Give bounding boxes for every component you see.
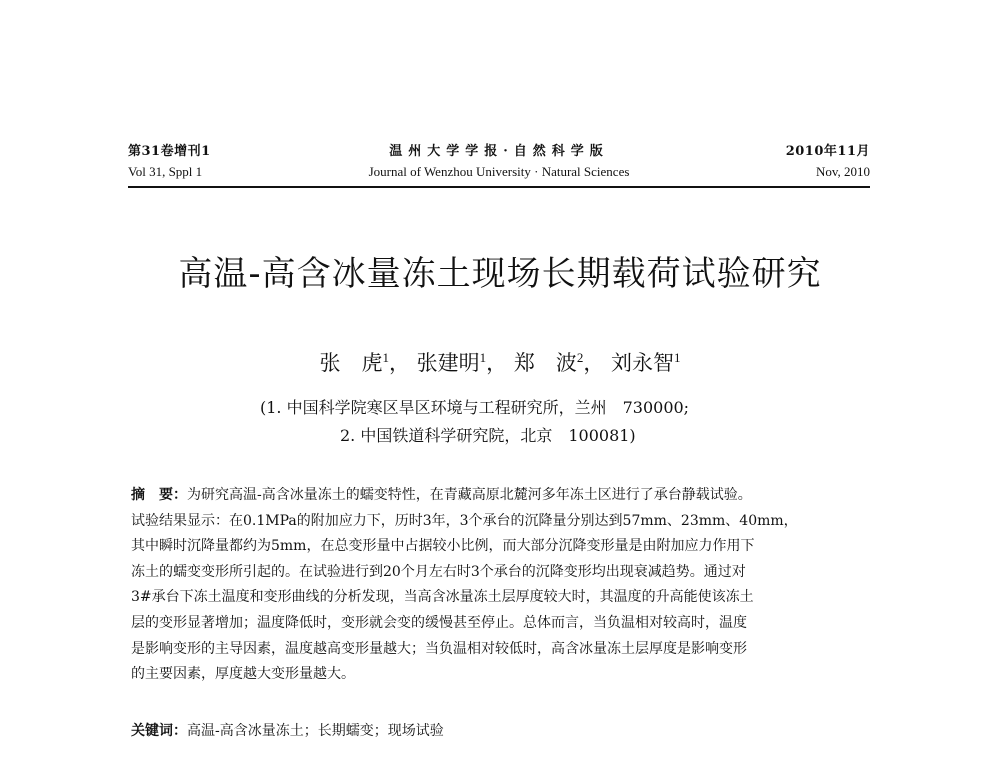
affiliation-1: (1. 中国科学院寒区旱区环境与工程研究所，兰州 730000; — [260, 398, 690, 417]
author-separator: ， — [388, 351, 410, 375]
abstract-label: 摘 要： — [131, 487, 187, 503]
author-name: 张建明 — [416, 351, 480, 375]
abstract-line: 是影响变形的主导因素，温度越高变形量越大；当负温相对较低时，高含冰量冻土层厚度是影响变形 — [131, 640, 747, 657]
header-volume-cn: 第31卷增刊1 — [128, 144, 211, 159]
keywords — [131, 720, 867, 742]
header-date — [786, 142, 870, 182]
paper-title: 高温-高含冰量冻土现场长期载荷试验研究 — [178, 254, 822, 294]
author-name: 郑 波 — [513, 351, 577, 375]
running-header — [128, 142, 870, 186]
abstract-line: 试验结果显示：在0.1MPa的附加应力下，历时3年，3个承台的沉降量分别达到57mm、23mm、40mm， — [131, 512, 798, 529]
author-affiliation-mark: 2 — [576, 350, 584, 365]
author-affiliation-mark: 1 — [479, 350, 487, 365]
affiliation-2: 2. 中国铁道科学研究院，北京 100081) — [340, 426, 636, 445]
abstract-line: 冻土的蠕变变形所引起的。在试验进行到20个月左右时3个承台的沉降变形均出现衰减趋势。通过对 — [131, 563, 746, 580]
header-date-en: Nov, 2010 — [815, 164, 870, 179]
header-rule — [128, 186, 870, 188]
author-name: 刘永智 — [611, 351, 675, 375]
header-date-cn: 2010年11月 — [785, 144, 870, 159]
header-journal-cn: 温州大学学报·自然科学版 — [389, 144, 609, 159]
abstract-line: 的主要因素，厚度越大变形量越大。 — [131, 666, 355, 683]
author-affiliation-mark: 1 — [674, 350, 681, 365]
abstract-line: 层的变形显著增加；温度降低时，变形就会变的缓慢甚至停止。总体而言，当负温相对较高时，温度 — [131, 614, 747, 631]
abstract — [131, 483, 867, 688]
header-journal — [128, 142, 870, 182]
header-journal-en: Journal of Wenzhou University · Natural Sciences — [368, 164, 630, 179]
header-volume-en: Vol 31, Sppl 1 — [128, 164, 203, 179]
abstract-line: 其中瞬时沉降量都约为5mm，在总变形量中占据较小比例，而大部分沉降变形量是由附加应力作用下 — [131, 538, 755, 555]
keywords-label: 关键词： — [131, 723, 187, 739]
abstract-text: 为研究高温-高含冰量冻土的蠕变特性，在青藏高原北麓河多年冻土区进行了承台静载试验。 — [187, 487, 752, 503]
abstract-line — [131, 483, 867, 509]
author-separator: ， — [583, 351, 605, 375]
author-list — [0, 343, 1000, 378]
author-affiliation-mark: 1 — [382, 350, 389, 365]
keywords-text: 高温-高含冰量冻土；长期蠕变；现场试验 — [187, 723, 444, 739]
author-separator: ， — [486, 351, 508, 375]
author-name: 张 虎 — [319, 351, 383, 375]
abstract-line: 3#承台下冻土温度和变形曲线的分析发现，当高含冰量冻土层厚度较大时，其温度的升高能使该冻土 — [131, 589, 754, 606]
